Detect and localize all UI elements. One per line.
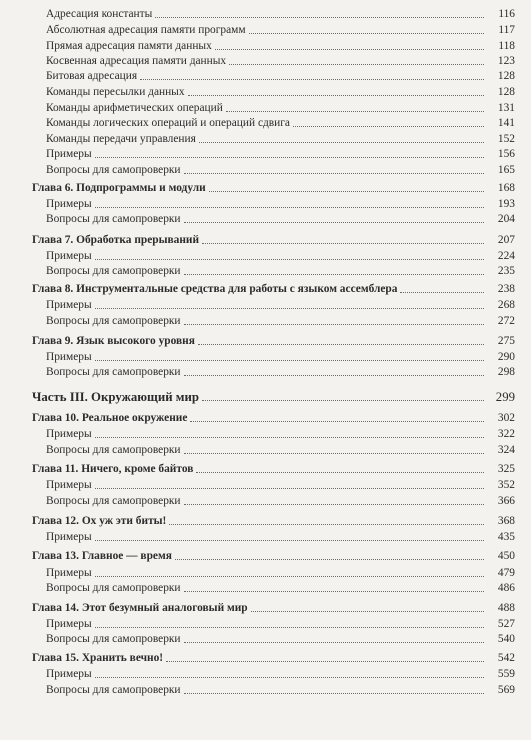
toc-page-number: 165 xyxy=(497,164,515,176)
toc-page-number: 168 xyxy=(497,182,515,194)
toc-page-number: 272 xyxy=(497,315,515,327)
dot-leader xyxy=(184,173,484,174)
dot-leader xyxy=(215,49,484,50)
toc-page-number: 118 xyxy=(498,40,515,52)
toc-page-number: 235 xyxy=(497,265,515,277)
dot-leader xyxy=(198,344,484,345)
toc-title: Вопросы для самопроверки xyxy=(46,265,181,277)
dot-leader xyxy=(226,111,484,112)
toc-entry-sub xyxy=(0,631,531,646)
toc-entry-sub xyxy=(0,196,531,211)
toc-entry-sub xyxy=(0,263,531,278)
toc-title: Примеры xyxy=(46,351,92,363)
toc-page-number: 488 xyxy=(497,602,515,614)
toc-page-number: 204 xyxy=(497,213,515,225)
toc-page-number: 141 xyxy=(497,117,515,129)
toc-page-number: 298 xyxy=(497,366,515,378)
dot-leader xyxy=(184,504,484,505)
toc-entry-sub xyxy=(0,349,531,364)
toc-title: Вопросы для самопроверки xyxy=(46,633,181,645)
dot-leader xyxy=(166,661,484,662)
toc-page-number: 559 xyxy=(497,668,515,680)
toc-page-number: 156 xyxy=(497,148,515,160)
dot-leader xyxy=(95,157,484,158)
dot-leader xyxy=(202,243,484,244)
toc-page-number: 325 xyxy=(497,463,515,475)
toc-entry-sub xyxy=(0,666,531,681)
toc-page-number: 116 xyxy=(498,8,515,20)
toc-title: Примеры xyxy=(46,428,92,440)
toc-page-number: 207 xyxy=(497,234,515,246)
toc-page-number: 268 xyxy=(497,299,515,311)
dot-leader xyxy=(184,453,484,454)
toc-page-number: 128 xyxy=(497,86,515,98)
dot-leader xyxy=(95,259,484,260)
toc-page-number: 435 xyxy=(497,531,515,543)
toc-page-number: 290 xyxy=(497,351,515,363)
toc-entry-item xyxy=(0,38,531,53)
toc-entry-chapter xyxy=(0,461,531,476)
dot-leader xyxy=(95,576,484,577)
toc-entry-chapter xyxy=(0,180,531,195)
toc-title: Косвенная адресация памяти данных xyxy=(46,55,227,67)
toc-page-number: 479 xyxy=(497,567,515,579)
toc-title: Глава 6. Подпрограммы и модули xyxy=(32,182,206,194)
dot-leader xyxy=(184,274,484,275)
dot-leader xyxy=(196,472,484,473)
toc-page-number: 486 xyxy=(497,582,515,594)
toc-page-number: 324 xyxy=(497,444,515,456)
toc-entry-chapter xyxy=(0,333,531,348)
toc-entry-sub xyxy=(0,426,531,441)
toc-page-number: 368 xyxy=(497,515,515,527)
toc-title: Примеры xyxy=(46,479,92,491)
toc-entry-sub xyxy=(0,565,531,580)
toc-entry-sub xyxy=(0,248,531,263)
toc-entry-item xyxy=(0,162,531,177)
toc-title: Глава 12. Ох уж эти биты! xyxy=(32,515,167,527)
dot-leader xyxy=(184,693,484,694)
toc-entry-item xyxy=(0,53,531,68)
toc-entry-item xyxy=(0,6,531,21)
toc-page-number: 527 xyxy=(497,618,515,630)
toc-entry-sub xyxy=(0,297,531,312)
toc-title: Глава 15. Хранить вечно! xyxy=(32,652,164,664)
dot-leader xyxy=(184,324,484,325)
toc-title: Глава 11. Ничего, кроме байтов xyxy=(32,463,194,475)
toc-title: Вопросы для самопроверки xyxy=(46,366,181,378)
toc-page-number: 540 xyxy=(497,633,515,645)
toc-entry-sub xyxy=(0,211,531,226)
toc-title: Прямая адресация памяти данных xyxy=(46,40,212,52)
toc-page-number: 352 xyxy=(497,479,515,491)
toc-entry-sub xyxy=(0,477,531,492)
dot-leader xyxy=(184,222,484,223)
toc-page-number: 450 xyxy=(497,550,515,562)
toc-title: Примеры xyxy=(46,531,92,543)
dot-leader xyxy=(95,488,484,489)
toc-title: Глава 13. Главное — время xyxy=(32,550,172,562)
dot-leader xyxy=(209,191,484,192)
toc-title: Вопросы для самопроверки xyxy=(46,164,181,176)
dot-leader xyxy=(155,17,484,18)
toc-title: Примеры xyxy=(46,668,92,680)
toc-entry-item xyxy=(0,131,531,146)
toc-entry-sub xyxy=(0,616,531,631)
toc-entry-sub xyxy=(0,313,531,328)
toc-entry-sub xyxy=(0,364,531,379)
toc-title: Примеры xyxy=(46,250,92,262)
toc-title: Команды передачи управления xyxy=(46,133,196,145)
dot-leader xyxy=(190,421,484,422)
toc-title: Примеры xyxy=(46,299,92,311)
dot-leader xyxy=(199,142,484,143)
toc-page-number: 542 xyxy=(497,652,515,664)
toc-entry-chapter xyxy=(0,232,531,247)
dot-leader xyxy=(188,95,484,96)
toc-page-number: 366 xyxy=(497,495,515,507)
toc-title: Команды арифметических операций xyxy=(46,102,223,114)
dot-leader xyxy=(202,400,484,401)
toc-entry-item xyxy=(0,146,531,161)
toc-page-number: 238 xyxy=(497,283,515,295)
toc-title: Команды логических операций и операций сдвига xyxy=(46,117,290,129)
toc-entry-sub xyxy=(0,682,531,697)
toc-entry-part xyxy=(0,389,531,404)
dot-leader xyxy=(169,524,484,525)
toc-entry-sub xyxy=(0,580,531,595)
toc-title: Вопросы для самопроверки xyxy=(46,444,181,456)
toc-title: Примеры xyxy=(46,198,92,210)
toc-page-number: 152 xyxy=(497,133,515,145)
toc-page-number: 128 xyxy=(497,70,515,82)
toc-entry-chapter xyxy=(0,410,531,425)
toc-page-number: 131 xyxy=(497,102,515,114)
toc-entry-item xyxy=(0,115,531,130)
toc-title: Примеры xyxy=(46,618,92,630)
dot-leader xyxy=(249,33,484,34)
dot-leader xyxy=(95,677,484,678)
toc-entry-chapter xyxy=(0,600,531,615)
toc-title: Глава 14. Этот безумный аналоговый мир xyxy=(32,602,248,614)
toc-entry-item xyxy=(0,22,531,37)
toc-title: Примеры xyxy=(46,148,92,160)
toc-entry-item xyxy=(0,100,531,115)
toc-entry-item xyxy=(0,84,531,99)
toc-title: Глава 7. Обработка прерываний xyxy=(32,234,200,246)
dot-leader xyxy=(95,627,484,628)
toc-title: Примеры xyxy=(46,567,92,579)
toc-entry-chapter xyxy=(0,650,531,665)
toc-page-number: 302 xyxy=(497,412,515,424)
toc-entry-item xyxy=(0,68,531,83)
toc-title: Глава 10. Реальное окружение xyxy=(32,412,188,424)
dot-leader xyxy=(95,360,484,361)
dot-leader xyxy=(400,292,484,293)
toc-page-number: 275 xyxy=(497,335,515,347)
toc-title: Битовая адресация xyxy=(46,70,138,82)
toc-entry-chapter xyxy=(0,281,531,296)
toc-entry-chapter xyxy=(0,513,531,528)
dot-leader xyxy=(95,437,484,438)
toc-title: Команды пересылки данных xyxy=(46,86,185,98)
dot-leader xyxy=(229,64,484,65)
toc-title: Вопросы для самопроверки xyxy=(46,495,181,507)
dot-leader xyxy=(140,79,484,80)
dot-leader xyxy=(184,591,484,592)
toc-title: Абсолютная адресация памяти программ xyxy=(46,24,246,36)
toc-entry-sub xyxy=(0,529,531,544)
toc-title: Вопросы для самопроверки xyxy=(46,213,181,225)
toc-page-number: 123 xyxy=(497,55,515,67)
toc-page-number: 569 xyxy=(497,684,515,696)
toc-title: Адресация константы xyxy=(46,8,153,20)
toc-title: Глава 9. Язык высокого уровня xyxy=(32,335,195,347)
toc-page-number: 299 xyxy=(495,390,515,404)
toc-entry-sub xyxy=(0,493,531,508)
toc-title: Вопросы для самопроверки xyxy=(46,582,181,594)
toc-title: Глава 8. Инструментальные средства для работы с языком ассемблера xyxy=(32,283,398,295)
dot-leader xyxy=(184,375,484,376)
toc-title: Вопросы для самопроверки xyxy=(46,315,181,327)
toc-title: Часть III. Окружающий мир xyxy=(32,390,199,404)
toc-page-number: 224 xyxy=(497,250,515,262)
toc-entry-sub xyxy=(0,442,531,457)
dot-leader xyxy=(95,308,484,309)
dot-leader xyxy=(293,126,484,127)
toc-page-number: 322 xyxy=(497,428,515,440)
dot-leader xyxy=(184,642,484,643)
dot-leader xyxy=(95,207,484,208)
dot-leader xyxy=(95,540,484,541)
toc-title: Вопросы для самопроверки xyxy=(46,684,181,696)
toc-page-number: 117 xyxy=(498,24,515,36)
toc-entry-chapter xyxy=(0,548,531,563)
dot-leader xyxy=(175,559,484,560)
dot-leader xyxy=(251,611,484,612)
toc-page-number: 193 xyxy=(497,198,515,210)
